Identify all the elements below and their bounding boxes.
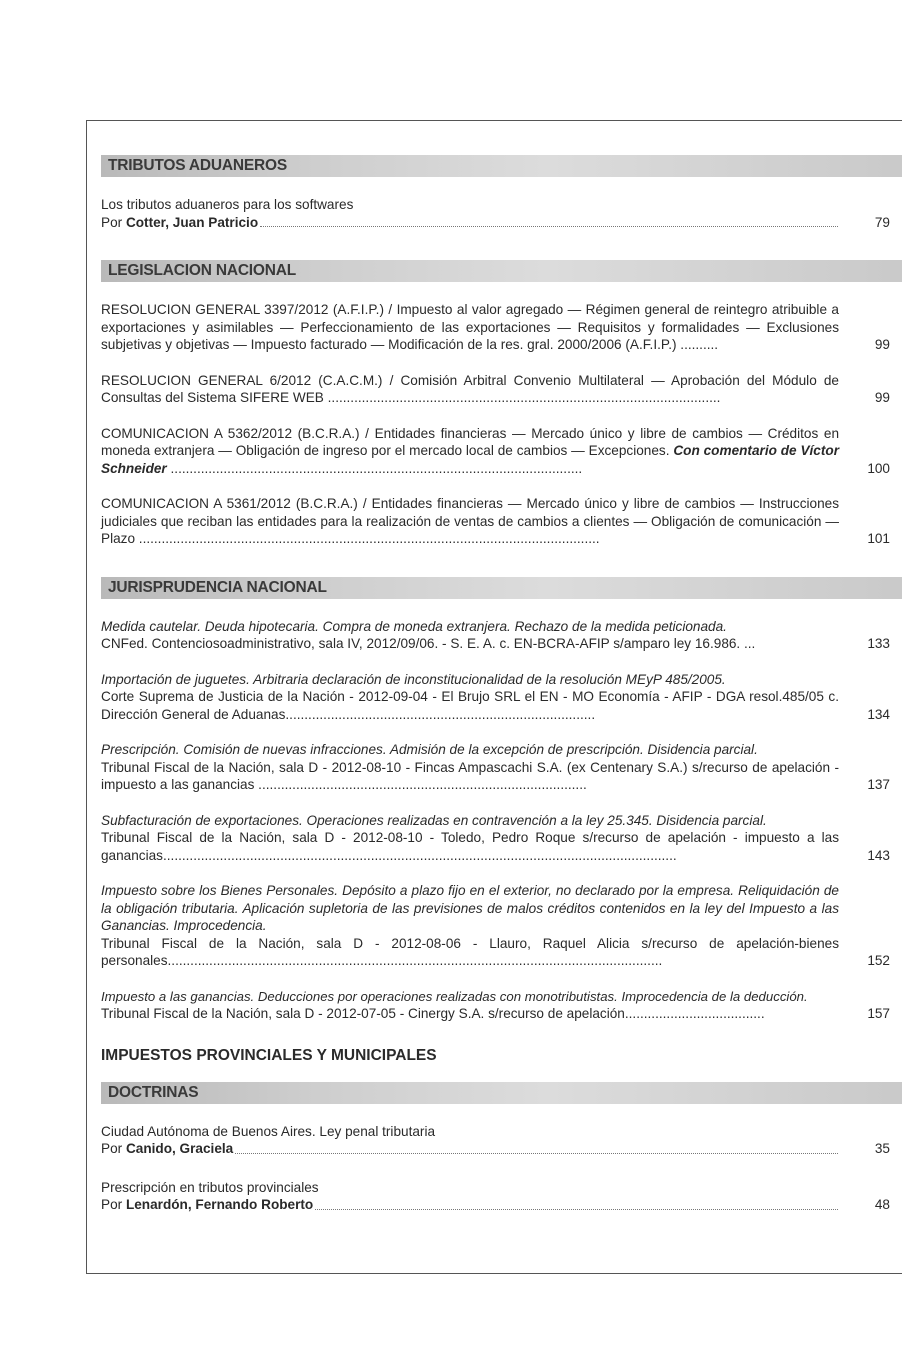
toc-entry[interactable] [101, 812, 902, 865]
entry-summary: Prescripción. Comisión de nuevas infracciones. Admisión de la excepción de prescripción. Disidencia parcial. [101, 742, 758, 757]
entry-commentary: Con comentario de Víctor Schneider [101, 443, 839, 476]
page-number: 99 [874, 390, 890, 405]
entry-summary: Impuesto a las ganancias. Deducciones por operaciones realizadas con monotributistas. Improcedencia de la deducción. [101, 988, 808, 1004]
page-number: 100 [867, 460, 890, 476]
section-title: IMPUESTOS PROVINCIALES Y MUNICIPALES [101, 1046, 437, 1064]
entry-title: Prescripción en tributos provinciales [101, 1179, 319, 1195]
entry-citation: CNFed. Contenciosoadministrativo, sala IV, 2012/09/06. - S. E. A. c. EN-BCRA-AFIP s/amparo ley 16.986. ... [101, 636, 756, 651]
dot-leader: ................................................................................. [289, 706, 596, 722]
dot-leader: .......................................................................................................................... [135, 531, 600, 546]
dot-leader: ........................................................................................................................................ [162, 847, 677, 863]
toc-entry[interactable] [101, 618, 902, 653]
dot-leader [235, 1140, 838, 1154]
entry-citation: Tribunal Fiscal de la Nación, sala D - 2012-08-10 - Toledo, Pedro Roque s/recurso de apelación - impuesto a las ganancias [101, 830, 839, 863]
page-number: 133 [867, 636, 890, 651]
toc-entry[interactable] [101, 495, 902, 548]
page-number: 35 [874, 1141, 890, 1156]
toc-entry[interactable] [101, 1179, 902, 1214]
entry-summary: Impuesto sobre los Bienes Personales. Depósito a plazo fijo en el exterior, no declarado por la empresa. Reliquidación de la obligación tributaria. Aplicación supletoria de las previsiones de malos créditos contenidos en la ley del Impuesto a las Ganancias. Improcedencia. [101, 883, 839, 933]
entry-text: COMUNICACION A 5362/2012 (B.C.R.A.) / Entidades financieras — Mercado único y libre de cambios — Créditos en moneda extranjera — Obligación de ingreso por el mercado local de cambios — Excepciones. [101, 425, 839, 458]
section-header [101, 155, 902, 177]
section-title: JURISPRUDENCIA NACIONAL [108, 578, 327, 596]
entry-citation: Tribunal Fiscal de la Nación, sala D - 2012-07-05 - Cinergy S.A. s/recurso de apelación [101, 1006, 625, 1021]
entry-citation: Tribunal Fiscal de la Nación, sala D - 2012-08-10 - Fincas Ampascachi S.A. (ex Centenary S.A.) s/recurso de apelación - impuesto a las ganancias [101, 759, 839, 792]
dot-leader: .......... [676, 337, 719, 352]
entry-summary: Medida cautelar. Deuda hipotecaria. Compra de moneda extranjera. Rechazo de la medida peticionada. [101, 618, 727, 634]
page-number: 143 [867, 847, 890, 863]
toc-entry[interactable] [101, 988, 902, 1023]
page-number: 48 [874, 1197, 890, 1212]
dot-leader: ............................................................................................................. [166, 460, 583, 476]
table-of-contents [101, 155, 902, 1214]
page-number: 134 [867, 706, 890, 722]
page-number: 79 [874, 214, 890, 230]
section-title: LEGISLACION NACIONAL [108, 262, 297, 279]
dot-leader [260, 214, 838, 228]
toc-entry[interactable] [101, 671, 902, 724]
toc-entry[interactable] [101, 882, 902, 970]
page-number: 99 [874, 337, 890, 352]
dot-leader: ....................................................................................... [254, 777, 587, 792]
dot-leader: ..................................... [624, 1006, 765, 1021]
by-label: Por [101, 1141, 126, 1156]
entry-summary: Subfacturación de exportaciones. Operaciones realizadas en contravención a la ley 25.345. Disidencia parcial. [101, 812, 767, 828]
toc-entry[interactable] [101, 425, 902, 478]
entry-text: RESOLUCION GENERAL 3397/2012 (A.F.I.P.) / Impuesto al valor agregado — Régimen general de reintegro atribuible a exportaciones y asimilables — Perfeccionamiento de las exportaciones — Requisitos y formalidades — Exclusiones subjetivas y objetivas — Impuesto facturado — Modificación de la res. gral. 2000/2006 (A.F.I.P.) [101, 302, 839, 352]
entry-author: Lenardón, Fernando Roberto [125, 1197, 314, 1212]
toc-entry[interactable] [101, 196, 902, 231]
entry-author: Canido, Graciela [125, 1141, 234, 1156]
toc-entry[interactable] [101, 372, 902, 407]
entry-citation: Tribunal Fiscal de la Nación, sala D - 2012-08-06 - Llauro, Raquel Alicia s/recurso de apelación-bienes personales [101, 935, 839, 968]
entry-author: Cotter, Juan Patricio [125, 214, 259, 230]
entry-citation: Corte Suprema de Justicia de la Nación - 2012-09-04 - El Brujo SRL el EN - MO Economía - AFIP - DGA resol.485/05 c. Dirección General de Aduanas. [101, 689, 839, 722]
dot-leader: ........................................................................................................ [323, 390, 721, 405]
dot-leader [315, 1196, 838, 1210]
toc-entry[interactable] [101, 741, 902, 794]
section-title: DOCTRINAS [108, 1083, 199, 1101]
toc-entry[interactable] [101, 1123, 902, 1158]
dot-leader: ................................................................................................................................... [167, 953, 663, 968]
entry-title: Los tributos aduaneros para los softwares [101, 197, 354, 212]
section-header [101, 260, 902, 282]
entry-summary: Importación de juguetes. Arbitraria declaración de inconstitucionalidad de la resolución MEyP 485/2005. [101, 671, 726, 687]
section-header [101, 577, 902, 599]
by-label: Por [101, 214, 126, 230]
entry-text: RESOLUCION GENERAL 6/2012 (C.A.C.M.) / Comisión Arbitral Convenio Multilateral — Aprobación del Módulo de Consultas del Sistema SIFERE WEB [101, 372, 839, 405]
entry-text: COMUNICACION A 5361/2012 (B.C.R.A.) / Entidades financieras — Mercado único y libre de cambios — Instrucciones judiciales que reciban las entidades para la realización de ventas de cambios a clientes — Obligación de comunicación — Plazo [101, 496, 839, 546]
page-number: 152 [867, 953, 890, 968]
page-number: 101 [867, 531, 890, 546]
section-title: TRIBUTOS ADUANEROS [108, 157, 287, 174]
page-number: 137 [867, 777, 890, 792]
entry-title: Ciudad Autónoma de Buenos Aires. Ley penal tributaria [101, 1123, 436, 1139]
toc-entry[interactable] [101, 301, 902, 354]
by-label: Por [101, 1197, 126, 1212]
page-number: 157 [867, 1006, 890, 1021]
section-header [101, 1082, 902, 1104]
